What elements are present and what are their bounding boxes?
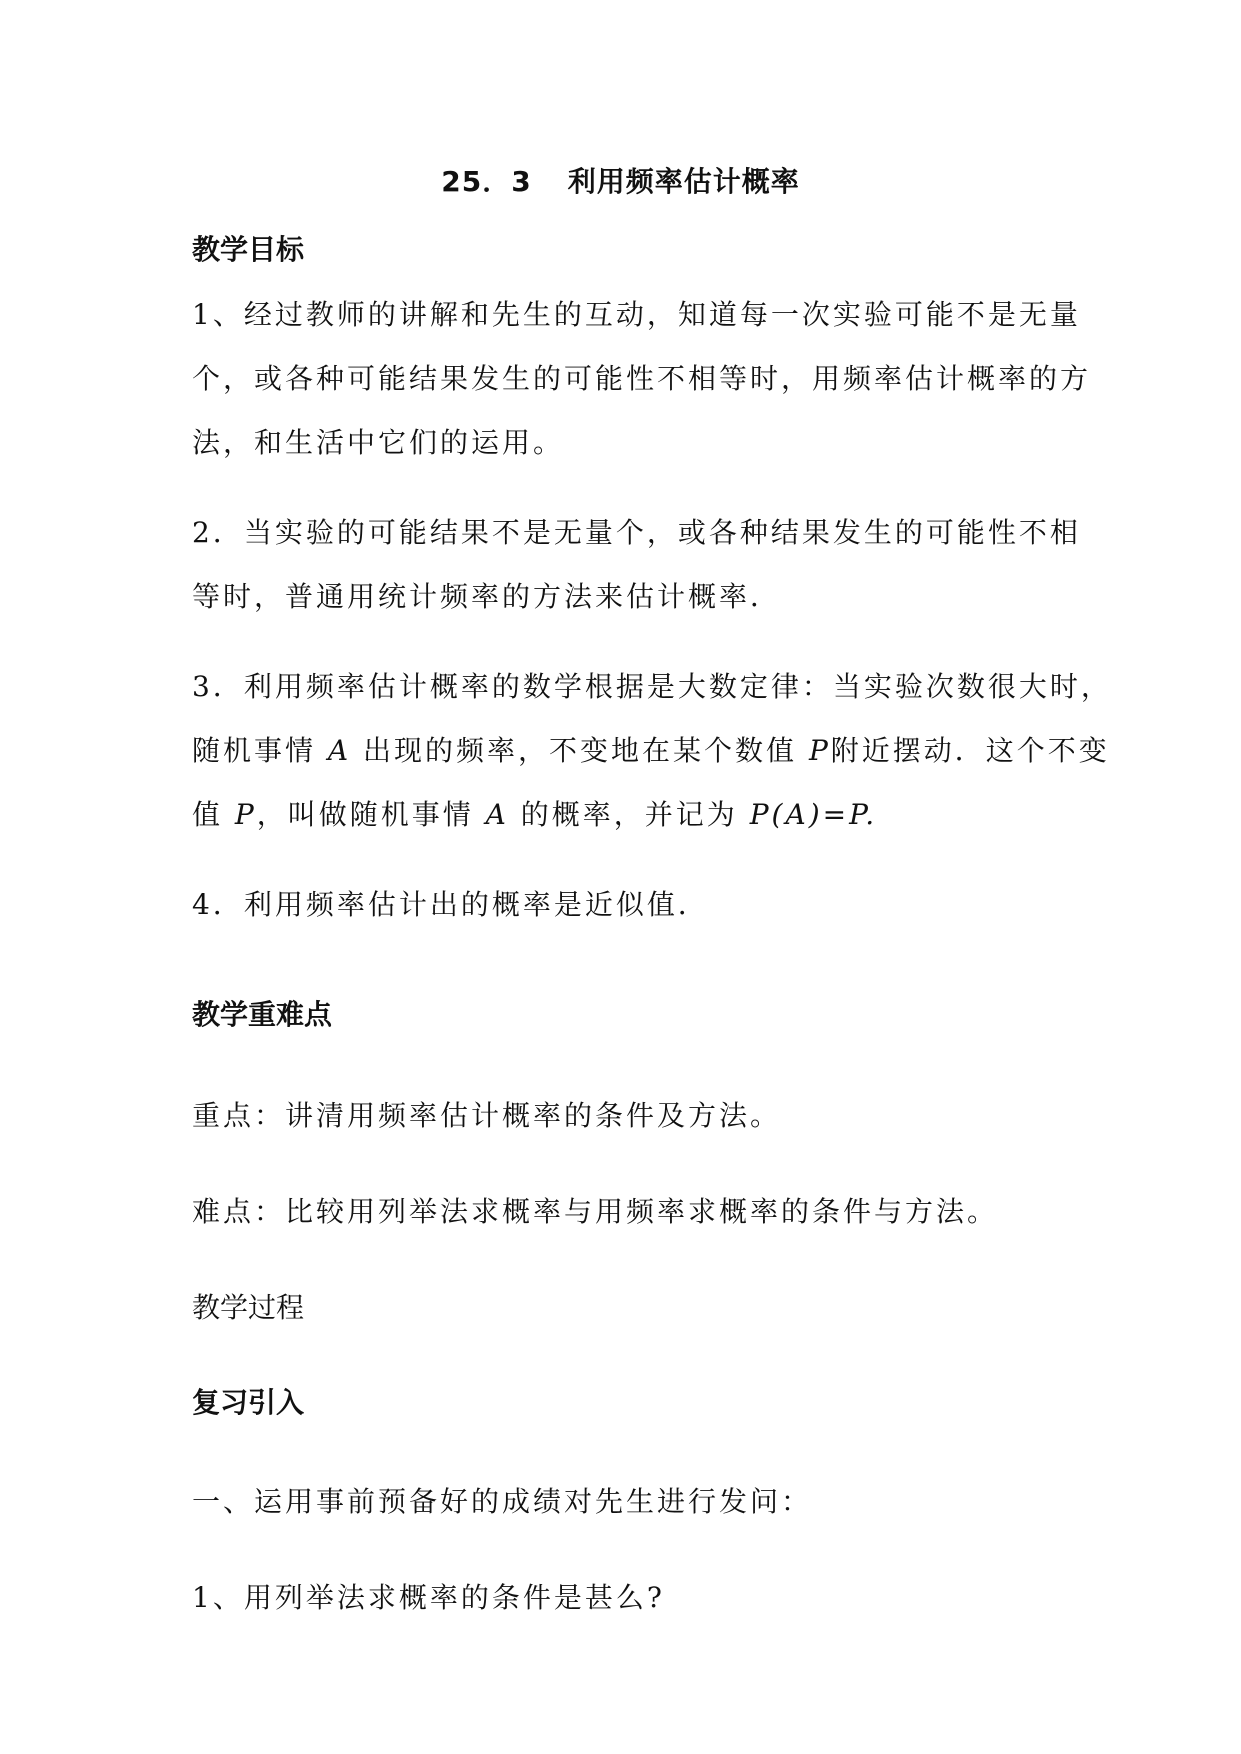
text-fragment: 附近摆动．这个不变 (830, 734, 1110, 767)
objective-1-line-2: 个，或各种可能结果发生的可能性不相等时，用频率估计概率的方 (192, 362, 1092, 395)
objective-1-line-1: 1、经过教师的讲解和先生的互动，知道每一次实验可能不是无量 (192, 298, 1081, 331)
text-fragment: 出现的频率，不变地在某个数值 (351, 734, 809, 767)
text-fragment: 的概率，并记为 (508, 798, 750, 831)
text-fragment: 值 (192, 798, 235, 831)
document-title (0, 162, 1241, 202)
objective-1-line-3: 法，和生活中它们的运用。 (192, 426, 565, 459)
key-point-line: 重点：讲清用频率估计概率的条件及方法。 (192, 1099, 782, 1132)
review-intro (192, 1470, 1062, 1534)
objective-3-line-3 (192, 783, 1062, 847)
objective-3-line-2 (192, 719, 1110, 783)
objective-2-line-1: 2．当实验的可能结果不是无量个，或各种结果发生的可能性不相 (192, 516, 1081, 549)
objectives-heading: 教学目标 (192, 233, 305, 266)
text-fragment: ，叫做随机事情 (256, 798, 486, 831)
text-fragment: 随机事情 (192, 734, 328, 767)
review-question-1-line: 1、用列举法求概率的条件是甚么? (192, 1581, 665, 1614)
review-heading: 复习引入 (192, 1386, 305, 1419)
title-number: 25．3 (441, 165, 532, 198)
variable-p: P (808, 734, 831, 767)
objective-4 (192, 873, 1062, 937)
objective-3 (192, 655, 1112, 847)
probability-formula: P(A)=P. (749, 798, 878, 831)
variable-a: A (485, 798, 509, 831)
variable-a: A (327, 734, 352, 767)
objective-1 (192, 283, 1092, 475)
objective-2 (192, 501, 1081, 629)
review-question-1 (192, 1566, 1062, 1630)
review-intro-line: 一、运用事前预备好的成绩对先生进行发问： (192, 1485, 813, 1518)
process-heading: 教学过程 (192, 1291, 305, 1324)
title-text: 利用频率估计概率 (567, 165, 800, 198)
variable-p: P (234, 798, 257, 831)
objective-3-line-1: 3．利用频率估计概率的数学根据是大数定律：当实验次数很大时， (192, 670, 1112, 703)
key-point (192, 1084, 1062, 1148)
key-points-heading: 教学重难点 (192, 998, 333, 1031)
objective-4-line-1: 4．利用频率估计出的概率是近似值． (192, 888, 709, 921)
objective-2-line-2: 等时，普通用统计频率的方法来估计概率． (192, 580, 782, 613)
difficult-point (192, 1180, 1062, 1244)
difficult-point-line: 难点：比较用列举法求概率与用频率求概率的条件与方法。 (192, 1195, 999, 1228)
